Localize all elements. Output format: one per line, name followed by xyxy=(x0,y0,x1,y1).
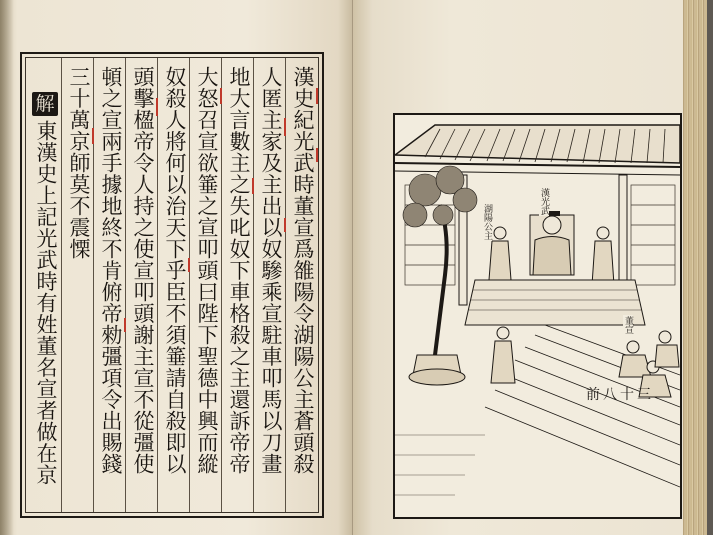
red-punctuation-mark xyxy=(188,258,190,272)
text-column-5: 奴殺人將何以治天下乎臣不須箠請自殺即以 xyxy=(163,66,187,475)
text-column-9: 東漢史上記光武時有姓董名宣者做在京 xyxy=(34,120,58,486)
kai-commentary-badge: 解 xyxy=(32,92,58,116)
text-column-6: 頭擊楹帝令人持之使宣叩頭謝主宣不從彊使 xyxy=(131,66,155,475)
text-column-2: 人匿主家及主出以奴驂乘宣駐車叩馬以刀畫 xyxy=(259,66,283,475)
column-rule xyxy=(157,58,158,512)
column-rule xyxy=(221,58,222,512)
text-column-8: 三十萬京師莫不震慄 xyxy=(67,66,91,260)
text-column-1: 漢史紀光武時董宣爲雒陽令湖陽公主蒼頭殺 xyxy=(291,66,315,475)
red-punctuation-mark xyxy=(92,128,94,144)
label-emperor: 漢光武 xyxy=(539,188,549,215)
fore-edge-shadow xyxy=(707,0,713,535)
red-punctuation-mark xyxy=(284,218,286,232)
column-rule xyxy=(189,58,190,512)
text-frame xyxy=(20,52,324,518)
red-punctuation-mark xyxy=(156,98,158,116)
column-rule xyxy=(253,58,254,512)
illustration-page-number: 前八十三 xyxy=(586,387,654,403)
text-column-7: 頓之宣兩手據地終不肯俯帝勑彊項令出賜錢 xyxy=(99,66,123,475)
column-rule xyxy=(61,58,62,512)
red-punctuation-mark xyxy=(284,118,286,136)
page-fore-edge xyxy=(683,0,713,535)
column-rule xyxy=(125,58,126,512)
red-punctuation-mark xyxy=(220,88,222,104)
text-column-3: 地大言數主之失叱奴下車格殺之主還訴帝帝 xyxy=(227,66,251,475)
red-punctuation-mark xyxy=(124,318,126,332)
red-punctuation-mark xyxy=(316,88,318,104)
red-punctuation-mark xyxy=(316,148,318,162)
illustration-drawing xyxy=(395,115,680,517)
label-official: 董宣 xyxy=(623,316,633,334)
woodblock-illustration xyxy=(393,113,682,519)
text-frame-inner xyxy=(25,57,319,513)
text-column-4: 大怒召宣欲箠之宣叩頭曰陛下聖德中興而縱 xyxy=(195,66,219,475)
left-page xyxy=(0,0,353,535)
red-punctuation-mark xyxy=(252,178,254,194)
left-edge-shadow xyxy=(0,0,14,535)
label-princess: 湖陽公主 xyxy=(482,204,492,240)
column-rule xyxy=(93,58,94,512)
